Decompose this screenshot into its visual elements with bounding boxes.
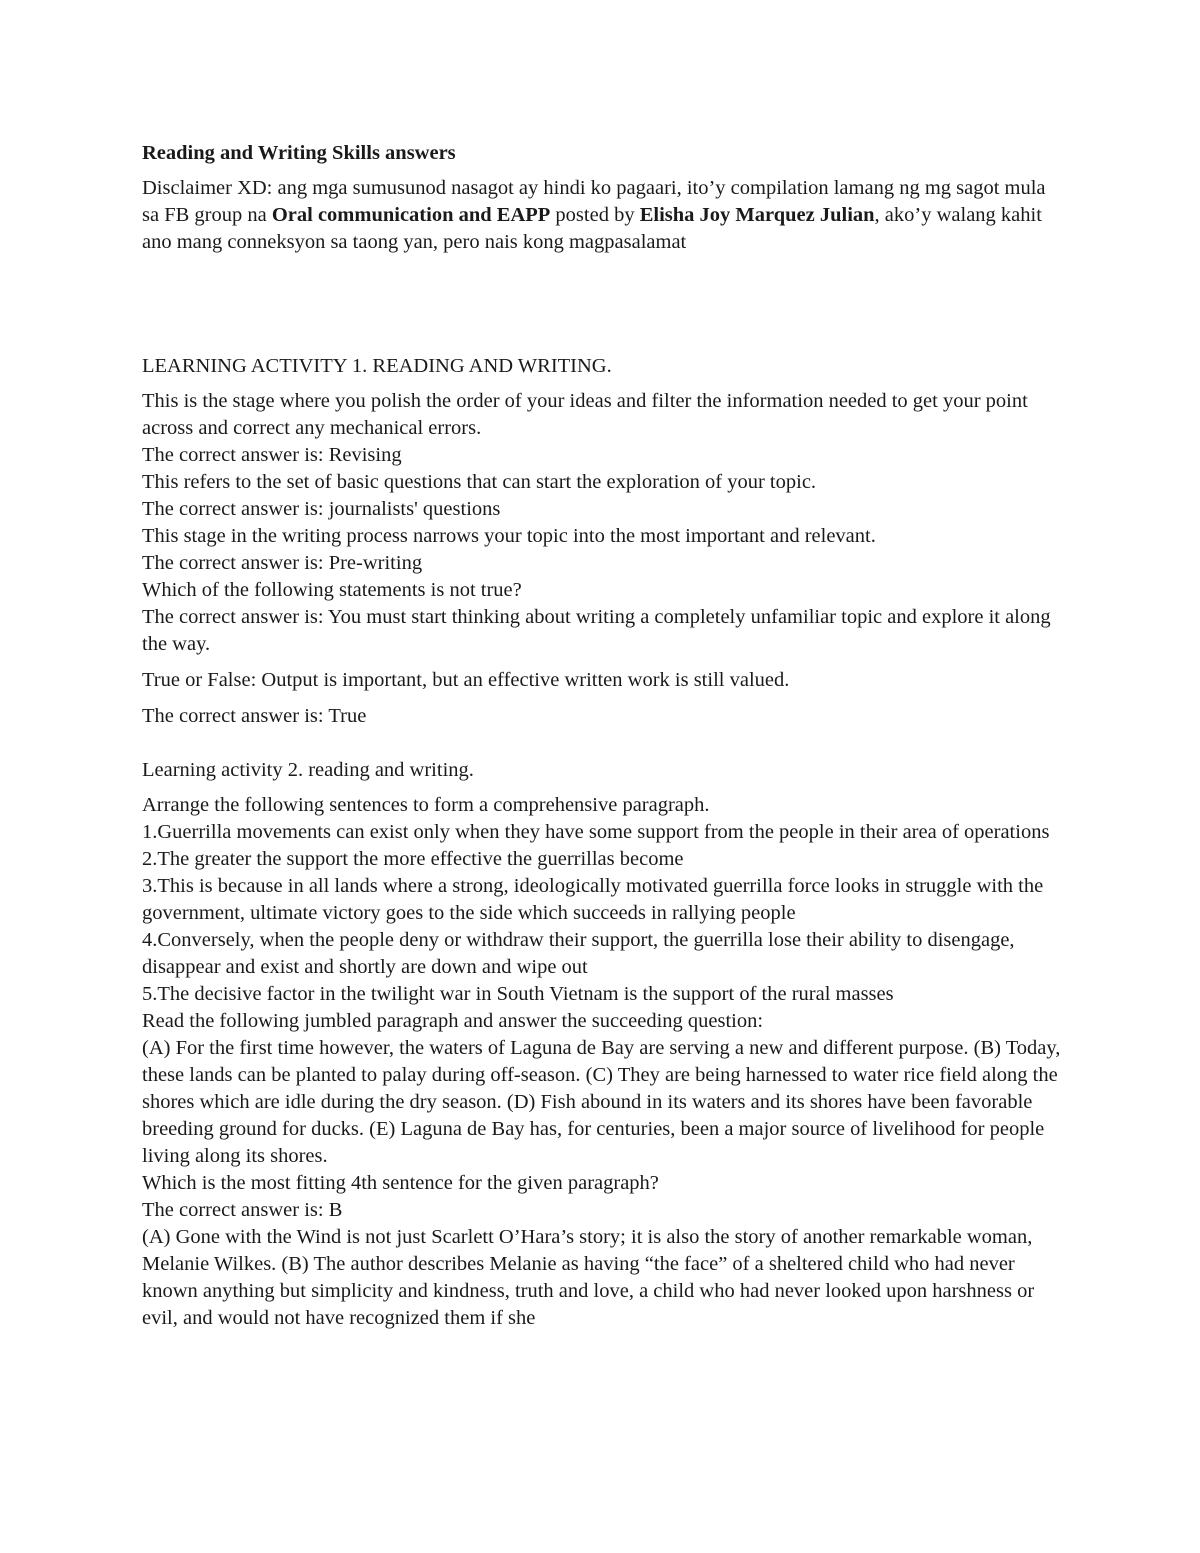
activity1-line: The correct answer is: Revising xyxy=(142,444,402,466)
document-title: Reading and Writing Skills answers xyxy=(142,142,456,164)
activity2-line: (A) Gone with the Wind is not just Scarlett O’Hara’s story; it is also the story of another remarkable woman, Melanie Wilkes. (B) The author describes Melanie as having “the face” of a sheltered child who had never known anything but simplicity and kindness, truth and love, a child who had never looked upon harshness or evil, and would not have recognized them if she xyxy=(142,1226,1035,1329)
activity1-line: Which of the following statements is not true? xyxy=(142,579,522,601)
activity2-line: Arrange the following sentences to form a comprehensive paragraph. xyxy=(142,794,710,816)
activity2-line: Read the following jumbled paragraph and answer the succeeding question: xyxy=(142,1010,764,1032)
activity1-heading: LEARNING ACTIVITY 1. READING AND WRITING. xyxy=(142,355,612,377)
activity1-content xyxy=(142,388,1062,658)
activity2-line: 3.This is because in all lands where a strong, ideologically motivated guerrilla force looks in struggle with the government, ultimate victory goes to the side which succeeds in rallying people xyxy=(142,875,1044,924)
activity1-line: This refers to the set of basic questions that can start the exploration of your topic. xyxy=(142,471,817,493)
disclaimer-text-3: , ako’y walang kahit ano mang conneksyon sa taong yan, pero nais kong magpasalamat xyxy=(142,204,1042,253)
disclaimer-text-2: posted by xyxy=(550,204,640,226)
activity2-content xyxy=(142,792,1062,1332)
activity2-line: Which is the most fitting 4th sentence for the given paragraph? xyxy=(142,1172,659,1194)
document-body xyxy=(142,140,1062,1332)
activity2-line: 5.The decisive factor in the twilight war in South Vietnam is the support of the rural masses xyxy=(142,983,894,1005)
group-name: Oral communication and EAPP xyxy=(271,204,551,226)
true-false-answer: The correct answer is: True xyxy=(142,705,367,727)
activity1-line: The correct answer is: You must start thinking about writing a completely unfamiliar topic and explore it along the way. xyxy=(142,606,1051,655)
activity2-line: (A) For the first time however, the waters of Laguna de Bay are serving a new and different purpose. (B) Today, these lands can be planted to palay during off-season. (C) They are being harnessed to water rice field along the shores which are idle during the dry season. (D) Fish abound in its waters and its shores have been favorable breeding ground for ducks. (E) Laguna de Bay has, for centuries, been a major source of livelihood for people living along its shores. xyxy=(142,1037,1061,1167)
activity2-line: The correct answer is: B xyxy=(142,1199,343,1221)
activity1-line: The correct answer is: Pre-writing xyxy=(142,552,423,574)
activity2-line: 1.Guerrilla movements can exist only when they have some support from the people in their area of operations xyxy=(142,821,1050,843)
true-false-question: True or False: Output is important, but an effective written work is still valued. xyxy=(142,669,790,691)
activity1-line: The correct answer is: journalists' questions xyxy=(142,498,501,520)
author-name: Elisha Joy Marquez Julian xyxy=(639,204,875,226)
activity1-line: This is the stage where you polish the order of your ideas and filter the information needed to get your point across and correct any mechanical errors. xyxy=(142,390,1028,439)
disclaimer-text-1: Disclaimer XD: ang mga sumusunod nasagot ay hindi ko pagaari, ito’y compilation lamang ng mg sagot mula sa FB group na xyxy=(142,177,1046,226)
activity2-heading: Learning activity 2. reading and writing. xyxy=(142,759,474,781)
activity2-line: 4.Conversely, when the people deny or withdraw their support, the guerrilla lose their ability to disengage, disappear and exist and shortly are down and wipe out xyxy=(142,929,1015,978)
activity2-line: 2.The greater the support the more effective the guerrillas become xyxy=(142,848,684,870)
disclaimer-paragraph xyxy=(142,175,1062,256)
activity1-line: This stage in the writing process narrows your topic into the most important and relevant. xyxy=(142,525,876,547)
